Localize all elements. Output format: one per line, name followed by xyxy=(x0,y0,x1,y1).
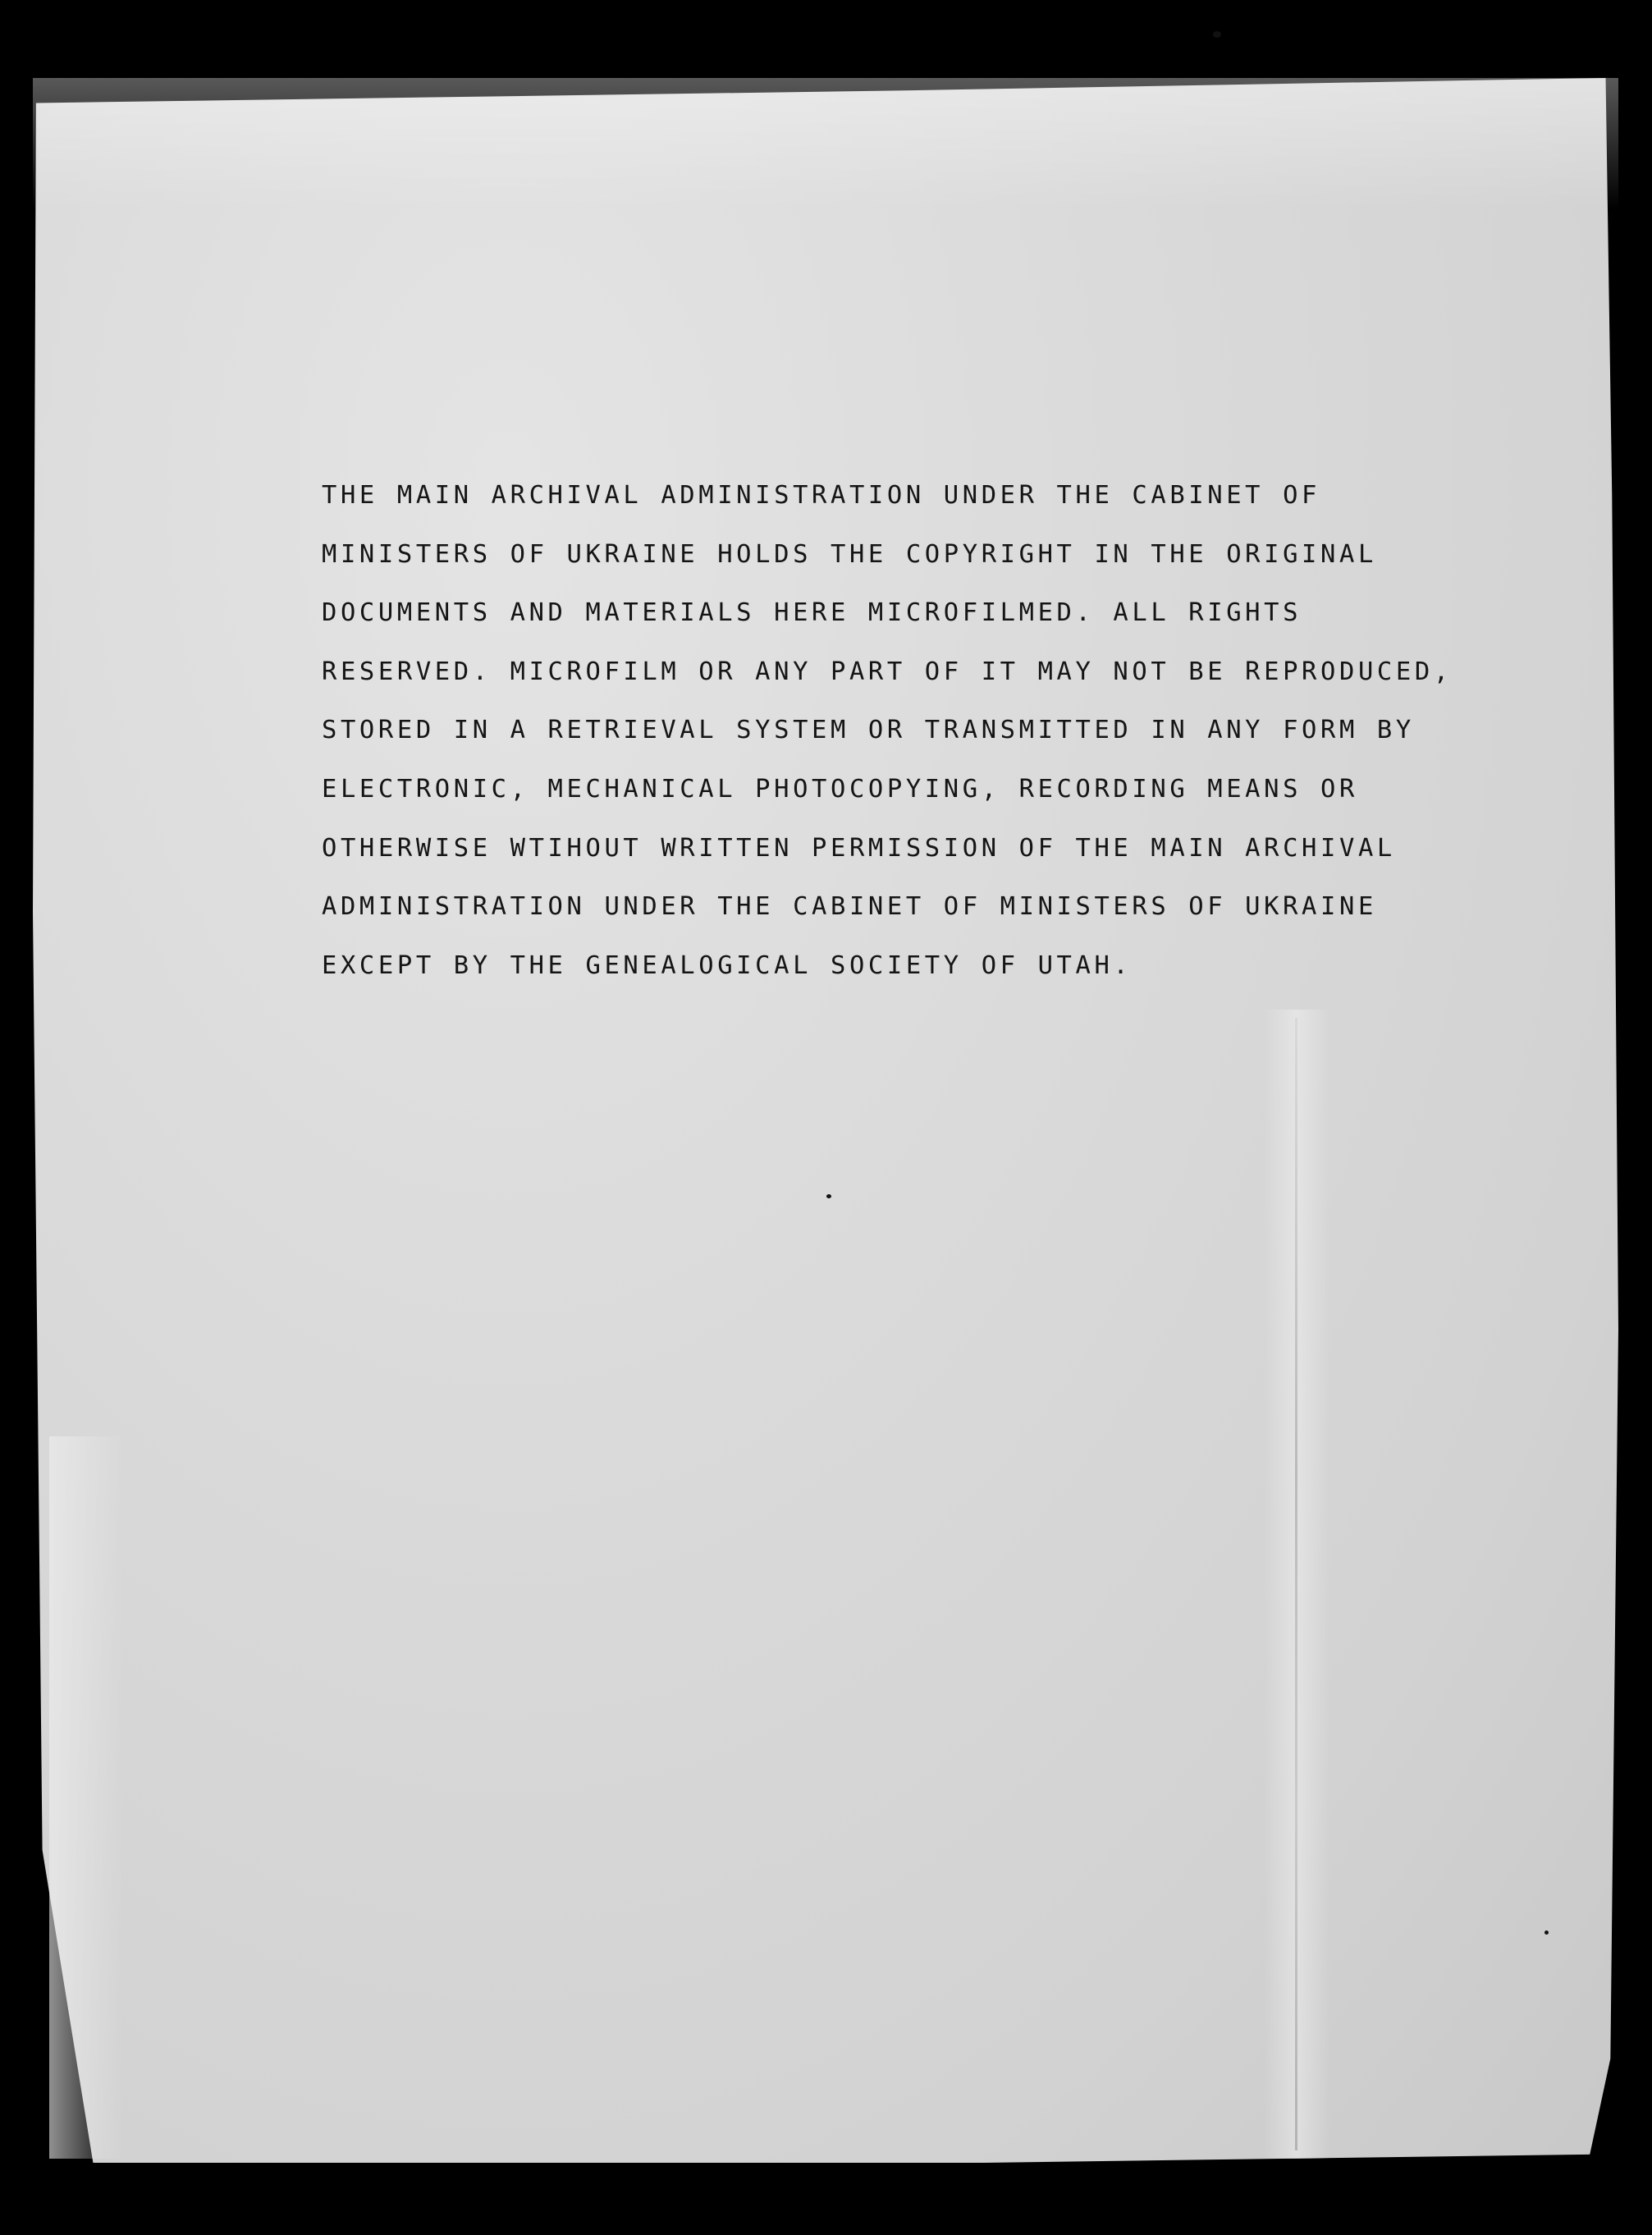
notice-line: RESERVED. MICROFILM OR ANY PART OF IT MAY NOT BE REPRODUCED, xyxy=(322,657,1453,686)
copyright-notice xyxy=(322,466,1487,995)
paper-edge-highlight xyxy=(49,1436,123,2159)
paper-top-highlight xyxy=(33,78,1618,209)
paper-fold-crease xyxy=(1295,1018,1297,2150)
notice-line: THE MAIN ARCHIVAL ADMINISTRATION UNDER THE CABINET OF xyxy=(322,481,1321,510)
notice-line: OTHERWISE WTIHOUT WRITTEN PERMISSION OF THE MAIN ARCHIVAL xyxy=(322,833,1396,863)
dust-speck xyxy=(826,1194,831,1198)
dust-speck xyxy=(1213,31,1221,38)
paper-sheet xyxy=(33,78,1618,2163)
notice-line: MINISTERS OF UKRAINE HOLDS THE COPYRIGHT IN THE ORIGINAL xyxy=(322,539,1377,569)
notice-line: ADMINISTRATION UNDER THE CABINET OF MINISTERS OF UKRAINE xyxy=(322,892,1377,922)
notice-line: DOCUMENTS AND MATERIALS HERE MICROFILMED. ALL RIGHTS xyxy=(322,598,1302,628)
dust-speck xyxy=(1544,1930,1549,1935)
notice-line: EXCEPT BY THE GENEALOGICAL SOCIETY OF UTAH. xyxy=(322,950,1133,980)
notice-line: ELECTRONIC, MECHANICAL PHOTOCOPYING, RECORDING MEANS OR xyxy=(322,774,1358,804)
notice-line: STORED IN A RETRIEVAL SYSTEM OR TRANSMITTED IN ANY FORM BY xyxy=(322,716,1415,745)
